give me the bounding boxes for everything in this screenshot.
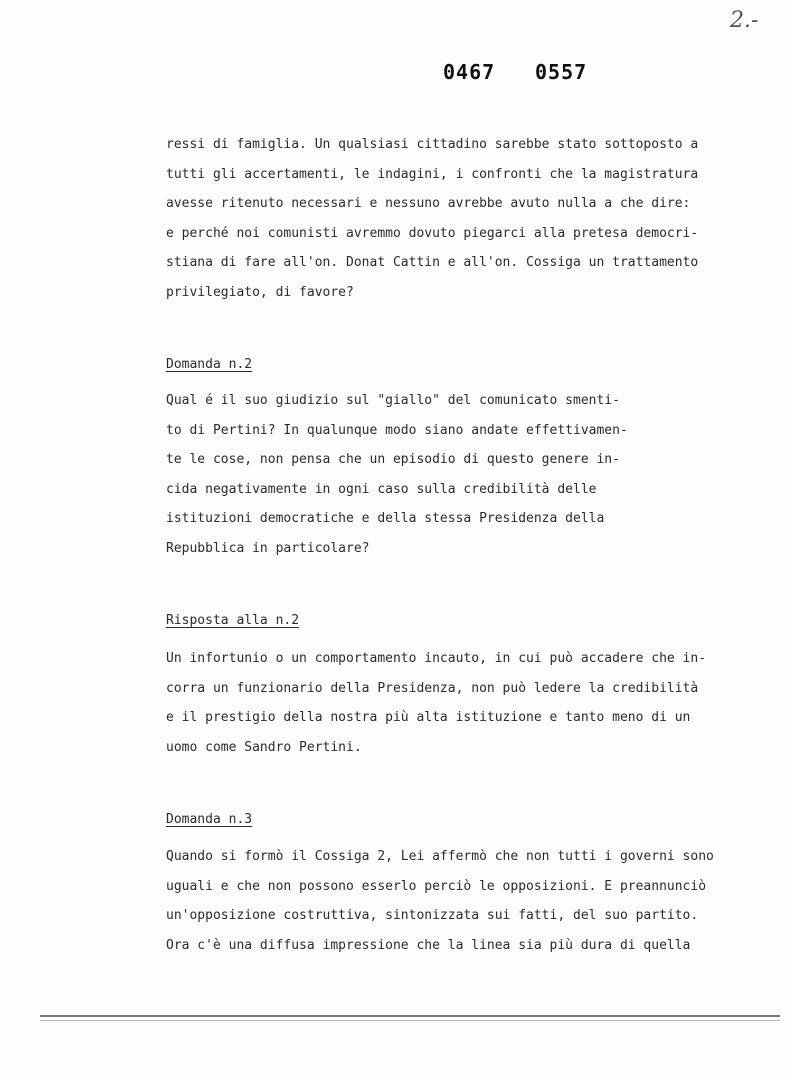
text-line: un'opposizione costruttiva, sintonizzata sui fatti, del suo partito. [166,908,699,923]
page-bottom-edge-shadow [40,1020,780,1021]
text-line: te le cose, non pensa che un episodio di questo genere in- [166,452,620,467]
section-heading-risposta-2: Risposta alla n.2 [166,613,300,628]
section-heading-domanda-3: Domanda n.3 [166,812,253,827]
text-line: Repubblica in particolare? [166,540,370,556]
text-line: e il prestigio della nostra più alta istituzione e tanto meno di un [166,710,691,725]
text-line: cida negativamente in ogni caso sulla credibilità delle [166,481,597,497]
paragraph-question-3 [166,842,714,960]
text-line: Ora c'è una diffusa impressione che la linea sia più dura di quella [166,937,691,953]
text-line: Quando si formò il Cossiga 2, Lei affermò che non tutti i governi sono [166,849,714,864]
paragraph-answer-2 [166,644,706,762]
text-line: ressi di famiglia. Un qualsiasi cittadino sarebbe stato sottoposto a [166,137,699,152]
page-number: 2.- [730,8,759,33]
text-line: Qual é il suo giudizio sul "giallo" del comunicato smenti- [166,393,620,408]
text-line: e perché noi comunisti avremmo dovuto piegarci alla pretesa democri- [166,225,699,241]
text-line: istituzioni democratiche e della stessa Presidenza della [166,511,605,526]
archive-stamp-number: 0467 [443,60,496,84]
section-heading-domanda-2: Domanda n.2 [166,357,253,372]
text-line: tutti gli accertamenti, le indagini, i confronti che la magistratura [166,166,699,182]
paragraph-question-2 [166,386,628,563]
text-line: stiana di fare all'on. Donat Cattin e all'on. Cossiga un trattamento [166,255,699,270]
text-line: to di Pertini? In qualunque modo siano andate effettivamen- [166,422,628,438]
text-line: Un infortunio o un comportamento incauto, in cui può accadere che in- [166,651,707,666]
text-line: privilegiato, di favore? [166,284,354,300]
text-line: avesse ritenuto necessari e nessuno avrebbe avuto nulla a che dire: [166,196,691,211]
text-line: corra un funzionario della Presidenza, non può ledere la credibilità [166,680,699,696]
page-bottom-edge [40,1015,780,1017]
text-line: uguali e che non possono esserlo perciò le opposizioni. E preannunciò [166,878,707,894]
paragraph-continuation [166,130,698,307]
archive-stamp-number: 0557 [535,60,588,84]
text-line: uomo come Sandro Pertini. [166,739,362,755]
